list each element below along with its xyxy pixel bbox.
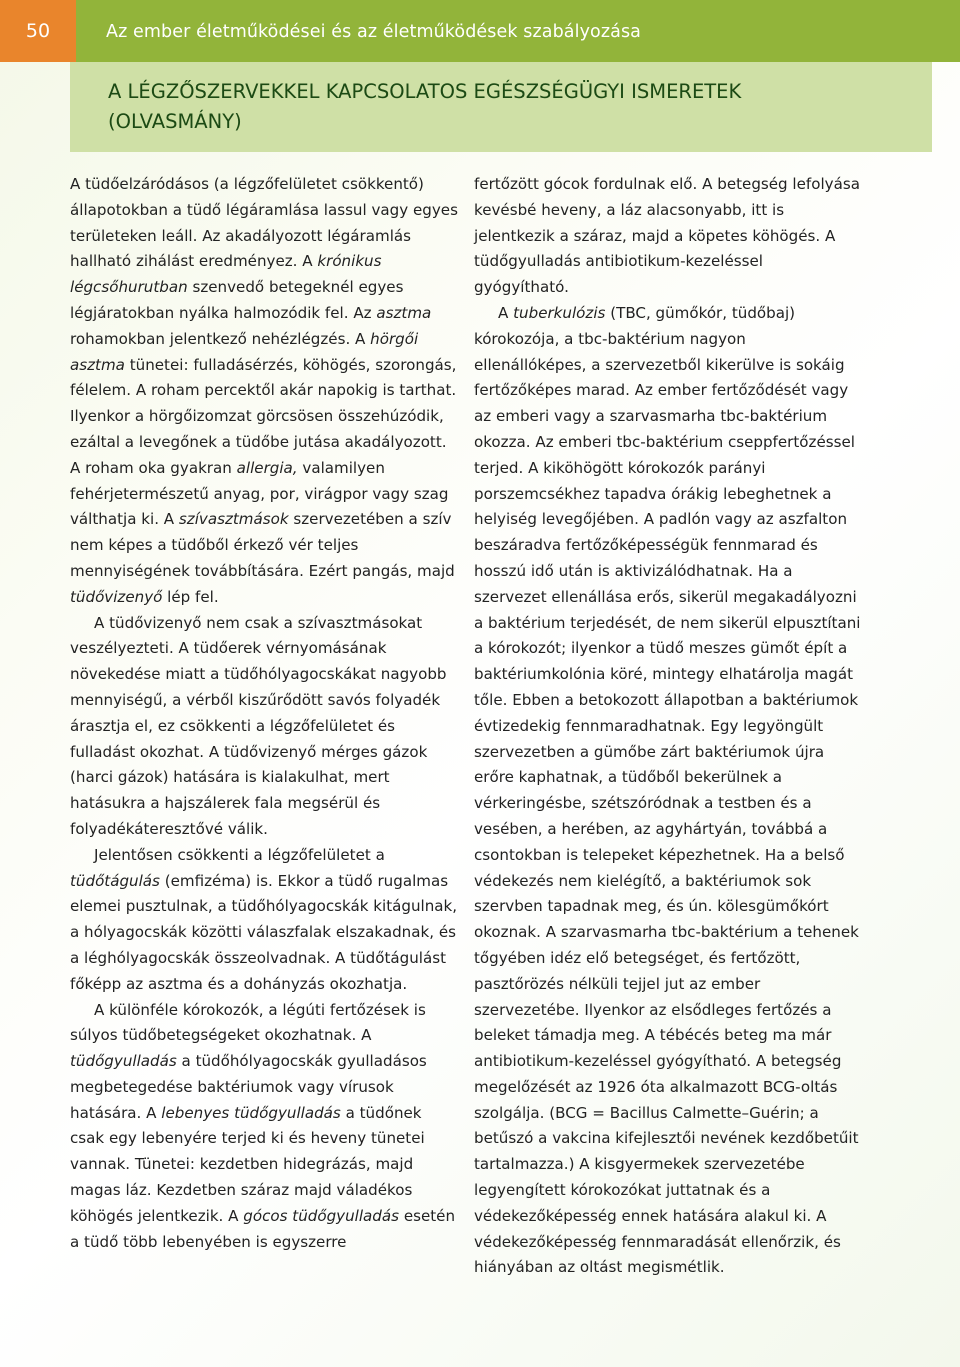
section-title-line1: A LÉGZŐSZERVEKKEL KAPCSOLATOS EGÉSZSÉGÜGYI ISMERETEK xyxy=(108,80,742,103)
left-column xyxy=(70,172,460,1255)
paragraph-pulmonary-edema: A tüdővizenyő nem csak a szívasztmásokat veszélyezteti. A tüdőerek vérnyomásának növekedése miatt a tüdőhólyagocskákat nagyobb mennyiségű, a vérből kiszűrődött savós folyadék árasztja el, ez csökkenti a légzőfelületet és fulladást okozhat. A tüdővizenyő mérges gázok (harci gázok) hatására is kialakulhat, mert hatásukra a hajszálerek fala megsérül és folyadékáteresztővé válik. xyxy=(70,613,447,838)
text-run: a tüdőnek csak egy lebenyére terjed ki és heveny tünetei vannak. Tünetei: kezdetben hidegrázás, majd magas láz. Kezdetben száraz majd váladékos köhögés jelentkezik. A xyxy=(70,1103,425,1225)
section-title xyxy=(108,77,918,137)
text-run: valamilyen fehérjetermészetű anyag, por, virágpor vagy szag válthatja ki. A xyxy=(70,458,449,529)
text-run: lép fel. xyxy=(162,587,219,606)
term-tuberculosis: tuberkulózis xyxy=(513,303,606,322)
term-asthma: asztma xyxy=(376,303,432,322)
text-run: esetén a tüdő több lebenyében is egyszerre xyxy=(70,1206,456,1251)
term-bronchial-asthma: hörgői asztma xyxy=(70,329,419,374)
term-lobar-pneumonia: lebenyes tüdőgyulladás xyxy=(161,1103,341,1122)
text-run: A tüdőelzáródásos (a légzőfelületet csökkentő) állapotokban a tüdő légáramlása lassul vagy egyes területeken leáll. Az akadályozott légáramlás hallható zihálást eredményez. A xyxy=(70,175,458,271)
text-run: szervezetében a szív nem képes a tüdőből érkező vér teljes mennyiségének továbbítására. Ezért pangás, majd xyxy=(70,510,455,580)
right-column xyxy=(474,172,862,1281)
text-run: A xyxy=(498,303,514,322)
term-emphysema: tüdőtágulás xyxy=(70,871,160,890)
text-run: a tüdőhólyagocskák gyulladásos megbetegedése baktériumok vagy vírusok hatására. A xyxy=(70,1052,427,1122)
term-chronic-bronchitis: krónikus légcsőhurutban xyxy=(70,252,382,297)
running-title: Az ember életműködései és az életműködések szabályozása xyxy=(106,22,641,42)
paragraph-tuberculosis xyxy=(474,301,862,1281)
text-run: A különféle kórokozók, a légúti fertőzések is súlyos tüdőbetegségeket okozhatnak. A xyxy=(70,1000,426,1045)
section-title-line2: (OLVASMÁNY) xyxy=(108,110,242,133)
term-allergy: allergia, xyxy=(236,458,298,477)
paragraph-pneumonia-continued: fertőzött gócok fordulnak elő. A betegség lefolyása kevésbé heveny, a láz alacsonyabb, itt is jelentkezik a száraz, majd a köpetes köhögés. A tüdőgyulladás antibiotikum-kezeléssel gyógyítható. xyxy=(474,175,860,297)
text-run: tünetei: fulladásérzés, köhögés, szorongás, félelem. A roham percektől akár napokig is tarthat. Ilyenkor a hörgőizomzat görcsösen összehúzódik, ezáltal a levegőnek a tüdőbe jutása akadályozott. A roham oka gyakran xyxy=(70,355,457,477)
paragraph-pneumonia xyxy=(70,998,460,1256)
term-cardiac-asthma: szívasztmások xyxy=(178,510,289,529)
term-focal-pneumonia: gócos tüdőgyulladás xyxy=(243,1206,400,1225)
paragraph-obstructive xyxy=(70,172,460,611)
term-pulmonary-edema: tüdővizenyő xyxy=(70,587,163,606)
text-run: Jelentősen csökkenti a légzőfelületet a xyxy=(94,845,385,864)
page-number: 50 xyxy=(0,0,76,62)
text-run: (TBC, gümőkór, tüdőbaj) kórokozója, a tbc-baktérium nagyon ellenállóképes, a szervezetből kikerülve is sokáig fertőzőképes marad. Az ember fertőződését vagy az emberi vagy a szarvasmarha tbc-baktérium okozza. Az emberi tbc-baktérium cseppfertőzéssel terjed. A kiköhögött kórokozók parányi porszemcsékhez tapadva órákig lebeghetnek a helyiség levegőjében. A padlón vagy az aszfalton beszáradva fertőzőképességük fennmarad és hosszú idő után is aktivizálódhatnak. Ha a szervezet ellenállása erős, sikerül megakadályozni a baktérium terjedését, de nem sikerül elpusztítani a kórokozót; ilyenkor a tüdő meszes gümőt épít a baktériumkolónia köré, mintegy elhatárolja magát tőle. Ebben a betokozott állapotban a baktériumok évtizedekig fennmaradhatnak. Egy legyöngült szervezetben a gümőbe zárt baktériumok újra erőre kaphatnak, a tüdőből bekerülnek a vérkeringésbe, szétszóródnak a testben és a vesében, a herében, az agyhártyán, továbbá a csontokban is telepeket képezhetnek. Ha a belső védekezés nem kielégítő, a baktériumok sok szervben tapadnak meg, és ún. kölesgümőkórt okoznak. A szarvasmarha tbc-baktérium a tehenek tőgyében idéz elő betegséget, és fertőzött, pasztőrözés nélküli tejjel jut az ember szervezetébe. Ilyenkor az elsődleges fertőzés a beleket támadja meg. A tébécés beteg ma már antibiotikum-kezeléssel gyógyítható. A betegség megelőzését az 1926 óta alkalmazott BCG-oltás szolgálja. (BCG = Bacillus Calmette–Guérin; a betűszó a vakcina kifejlesztői nevének kezdőbetűit tartalmazza.) A kisgyermekek szervezetébe legyengített kórokozókat juttatnak és a védekezőképesség ennek hatására alakul ki. A védekezőképesség fennmaradását ellenőrzik, és hiányában az oltást megismétlik. xyxy=(474,303,861,1277)
paragraph-emphysema xyxy=(70,843,460,998)
term-pneumonia: tüdőgyulladás xyxy=(70,1052,177,1071)
text-run: rohamokban jelentkező nehézlégzés. A xyxy=(70,329,371,348)
text-run: (emfizéma) is. Ekkor a tüdő rugalmas elemei pusztulnak, a tüdőhólyagocskák kitágulnak, a hólyagocskák közötti válaszfalak elszakadnak, és a léghólyagocskák összeolvadnak. A tüdőtágulást főképp az asztma és a dohányzás okozhatja. xyxy=(70,871,458,993)
text-run: szenvedő betegeknél egyes légjáratokban nyálka halmozódik fel. Az xyxy=(70,278,404,322)
